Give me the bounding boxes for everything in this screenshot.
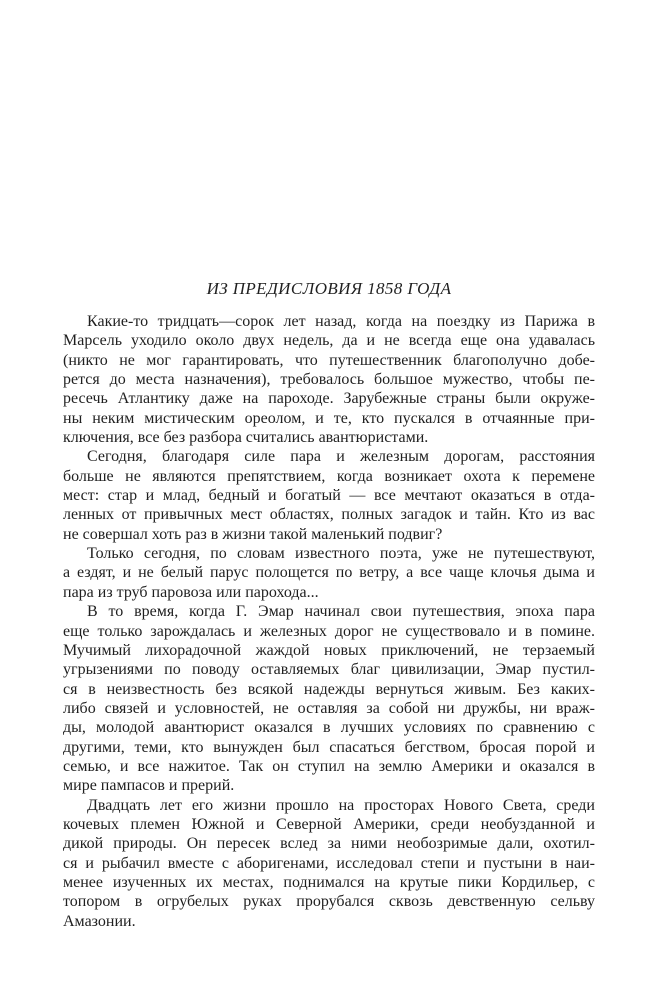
text-line: а ездят, и не белый парус полощется по ветру, а все чаще клочья дыма и (63, 564, 595, 582)
text-line: ся в неизвестность без всякой надежды вернуться живым. Без каких- (63, 680, 595, 698)
text-line: кочевых племен Южной и Северной Америки, среди необузданной и (63, 815, 595, 833)
text-line: Только сегодня, по словам известного поэта, уже не путешествуют, (87, 545, 595, 563)
paragraph (63, 796, 595, 931)
text-line: либо связей и условностей, не оставляя за собой ни дружбы, ни враж- (63, 699, 595, 717)
text-line: другими, теми, кто вынужден был спасаться бегством, бросая порой и (63, 738, 595, 756)
text-line: больше не являются препятствием, когда возникает охота к перемене (63, 467, 595, 485)
text-line: Сегодня, благодаря силе пара и железным дорогам, расстояния (87, 448, 595, 466)
paragraph (63, 312, 595, 447)
text-line: еще только зарождалась и железных дорог не существовало и в помине. (63, 622, 595, 640)
text-line: ны неким мистическим ореолом, и те, кто пускался в отчаянные при- (63, 409, 595, 427)
preface-body (63, 312, 595, 931)
text-line: дикой природы. Он пересек вслед за ними необозримые дали, охотил- (63, 835, 595, 853)
text-line: пара из труб паровоза или парохода... (63, 583, 319, 601)
text-line: не совершал хоть раз в жизни такой маленький подвиг? (63, 525, 443, 543)
text-line: (никто не мог гарантировать, что путешественник благополучно добе- (63, 351, 595, 369)
text-line: Амазонии. (63, 912, 136, 930)
text-line: топором в огрубелых руках прорубался сквозь девственную сельву (63, 893, 595, 911)
text-line: Марсель уходило около двух недель, да и не всегда еще она удавалась (63, 332, 595, 350)
text-line: семью, и все нажитое. Так он ступил на землю Америки и оказался в (63, 757, 595, 775)
text-line: ся и рыбачил вместе с аборигенами, исследовал степи и пустыни в наи- (63, 854, 595, 872)
paragraph (63, 447, 595, 544)
text-line: мире пампасов и прерий. (63, 777, 235, 795)
text-line: ресечь Атлантику даже на пароходе. Зарубежные страны были окруже- (63, 390, 595, 408)
text-line: Двадцать лет его жизни прошло на просторах Нового Света, среди (87, 796, 595, 814)
text-line: Какие-то тридцать—сорок лет назад, когда на поездку из Парижа в (87, 313, 595, 330)
text-line: мест: стар и млад, бедный и богатый — все мечтают оказаться в отда- (63, 487, 595, 505)
text-line: менее изученных их местах, поднимался на крутые пики Кордильер, с (63, 873, 595, 891)
text-line: В то время, когда Г. Эмар начинал свои путешествия, эпоха пара (87, 603, 595, 621)
text-line: угрызениями по поводу оставляемых благ цивилизации, Эмар пустил- (63, 661, 595, 679)
paragraph (63, 602, 595, 795)
text-line: рется до места назначения), требовалось большое мужество, чтобы пе- (63, 371, 595, 389)
text-line: ключения, все без разбора считались авантюристами. (63, 429, 429, 447)
paragraph (63, 544, 595, 602)
text-line: ды, молодой авантюрист оказался в лучших условиях по сравнению с (63, 719, 595, 737)
text-line: ленных от привычных мест областях, полных загадок и тайн. Кто из вас (63, 506, 595, 524)
text-line: Мучимый лихорадочной жаждой новых приключений, не терзаемый (63, 641, 595, 659)
preface-heading: ИЗ ПРЕДИСЛОВИЯ 1858 ГОДА (206, 279, 452, 298)
